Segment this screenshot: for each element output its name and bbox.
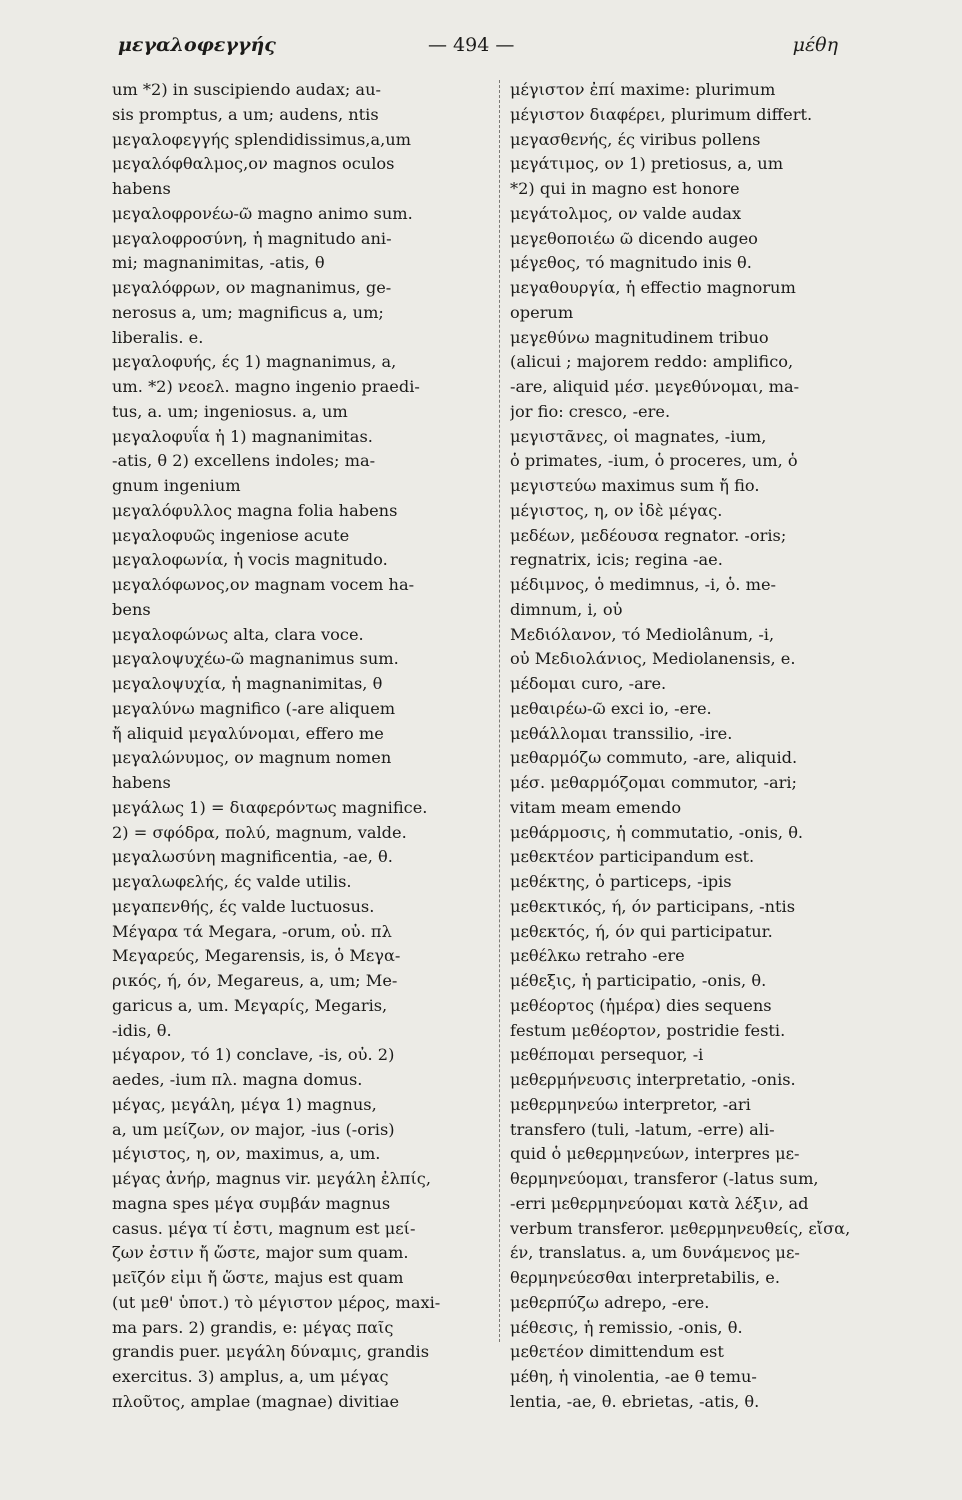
entry-line: μεγαλοφρονέω-ῶ magno animo sum. bbox=[112, 203, 413, 223]
entry-line: 2) = σφόδρα, πολύ, magnum, valde. bbox=[112, 822, 407, 842]
entry-line: μέδιμνος, ὁ medimnus, -i, ὁ. me- bbox=[510, 575, 776, 594]
entry-line: ma pars. 2) grandis, e: μέγας παῖς bbox=[112, 1317, 394, 1337]
entry-line: μεθετέον dimittendum est bbox=[510, 1342, 724, 1362]
entry-line: μεγιστᾶνες, οἱ magnates, -ium, bbox=[510, 426, 767, 446]
entry-line: um *2) in suscipiendo audax; au- bbox=[112, 80, 381, 99]
entry-line: grandis puer. μεγάλη δύναμις, grandis bbox=[112, 1342, 430, 1362]
entry-line: μέγας, μεγάλη, μέγα 1) magnus, bbox=[112, 1094, 377, 1114]
left-column bbox=[112, 78, 492, 1415]
entry-line: μεθερπύζω adrepo, -ere. bbox=[510, 1292, 710, 1312]
entry-line: *2) qui in magno est honore bbox=[510, 179, 740, 198]
entry-line: μεθέορτος (ἡμέρα) dies sequens bbox=[510, 995, 772, 1015]
entry-line: festum μεθέορτον, postridie festi. bbox=[510, 1020, 786, 1040]
entry-line: -idis, θ. bbox=[112, 1020, 172, 1040]
entry-line: μεγαλόφρων, ον magnanimus, ge- bbox=[112, 278, 392, 297]
entry-line: dimnum, i, οὐ bbox=[510, 599, 623, 619]
entry-line: μεγαλωφελής, ές valde utilis. bbox=[112, 872, 352, 891]
entry-line: transfero (tuli, -latum, -erre) ali- bbox=[510, 1119, 775, 1139]
entry-line: μέγεθος, τό magnitudo inis θ. bbox=[510, 253, 752, 273]
entry-line: θερμηνεύεσθαι interpretabilis, e. bbox=[510, 1268, 781, 1287]
entry-line: μεγαλόφυλλος magna folia habens bbox=[112, 500, 398, 520]
entry-line: operum bbox=[510, 302, 574, 322]
entry-line: μεγαλοφροσύνη, ἡ magnitudo ani- bbox=[112, 228, 392, 248]
entry-line: μεθέκτης, ὁ particeps, -ipis bbox=[510, 872, 732, 891]
entry-line: μέδομαι curo, -are. bbox=[510, 674, 667, 693]
entry-line: μεθερμήνευσις interpretatio, -onis. bbox=[510, 1070, 796, 1089]
entry-line: bens bbox=[112, 599, 151, 619]
entry-line: tus, a. um; ingeniosus. a, um bbox=[112, 401, 348, 421]
entry-line: μεγαλόφθαλμος,ον magnos oculos bbox=[112, 154, 395, 174]
entry-line: -are, aliquid μέσ. μεγεθύνομαι, ma- bbox=[510, 377, 800, 396]
entry-line: habens bbox=[112, 773, 171, 792]
entry-line: μεγαλώνυμος, ον magnum nomen bbox=[112, 748, 392, 768]
entry-line: magna spes μέγα συμβάν magnus bbox=[112, 1193, 391, 1213]
entry-line: μεγαλύνω magnifico (-are aliquem bbox=[112, 698, 396, 718]
entry-line: μεθεκτός, ή, όν qui participatur. bbox=[510, 921, 773, 941]
entry-line: gnum ingenium bbox=[112, 476, 241, 495]
entry-line: liberalis. e. bbox=[112, 327, 204, 347]
entry-line: μεγαλοφυής, ές 1) magnanimus, a, bbox=[112, 352, 397, 372]
entry-line: μεθέπομαι persequor, -i bbox=[510, 1045, 704, 1065]
entry-line: μεγάλως 1) = διαφερόντως magnifice. bbox=[112, 797, 428, 817]
entry-line: ὁ primates, -ium, ὁ proceres, um, ὁ bbox=[510, 451, 798, 471]
entry-line: μεθαρμόζω commuto, -are, aliquid. bbox=[510, 748, 798, 768]
entry-line: μεθεκτικός, ή, όν participans, -ntis bbox=[510, 896, 795, 916]
entry-line: μεγαλοφυῶς ingeniose acute bbox=[112, 525, 350, 545]
entry-line: μεγαπενθής, ές valde luctuosus. bbox=[112, 896, 375, 916]
entry-line: μεθερμηνεύω interpretor, -ari bbox=[510, 1094, 751, 1114]
entry-line: ἤ aliquid μεγαλύνομαι, effero me bbox=[112, 723, 384, 743]
entry-line: regnatrix, icis; regina -ae. bbox=[510, 550, 723, 570]
entry-line: quid ὁ μεθερμηνεύων, interpres με- bbox=[510, 1144, 800, 1164]
entry-line: garicus a, um. Μεγαρίς, Megaris, bbox=[112, 995, 388, 1015]
entry-line: μεθεκτέον participandum est. bbox=[510, 847, 755, 867]
entry-line: μεγαλοφώνως alta, clara voce. bbox=[112, 624, 364, 644]
entry-line: vitam meam emendo bbox=[510, 797, 682, 817]
entry-line: Μεγαρεύς, Megarensis, is, ὁ Μεγα- bbox=[112, 946, 401, 966]
page-number: — 494 — bbox=[428, 34, 515, 56]
entry-line: (alicui ; majorem reddo: amplifico, bbox=[510, 352, 794, 372]
entry-line: θερμηνεύομαι, transferor (-latus sum, bbox=[510, 1169, 819, 1188]
entry-line: μέγιστος, η, ον ἰδὲ μέγας. bbox=[510, 500, 723, 520]
right-column bbox=[510, 78, 872, 1415]
entry-line: nerosus a, um; magnificus a, um; bbox=[112, 302, 384, 322]
entry-line: μεθάρμοσις, ἡ commutatio, -onis, θ. bbox=[510, 822, 804, 842]
entry-line: μεθέλκω retraho -ere bbox=[510, 946, 685, 966]
entry-line: μεγαλοψυχία, ἡ magnanimitas, θ bbox=[112, 674, 383, 693]
entry-line: ρικός, ή, όν, Megareus, a, um; Me- bbox=[112, 971, 398, 990]
entry-line: μεῖζόν εἰμι ἤ ὥστε, majus est quam bbox=[112, 1268, 404, 1287]
entry-line: μεγαλοφωνία, ἡ vocis magnitudo. bbox=[112, 550, 388, 570]
entry-line: μεγασθενής, ές viribus pollens bbox=[510, 129, 761, 149]
entry-line: μεγάτολμος, ον valde audax bbox=[510, 203, 742, 223]
entry-line: aedes, -ium πλ. magna domus. bbox=[112, 1070, 363, 1089]
entry-line: μεγάτιμος, ον 1) pretiosus, a, um bbox=[510, 154, 784, 174]
entry-line: μεγαλοφυΐα ἡ 1) magnanimitas. bbox=[112, 426, 373, 446]
entry-line: μεγαλοψυχέω-ῶ magnanimus sum. bbox=[112, 649, 399, 669]
header-right-headword: μέθη bbox=[792, 34, 838, 56]
entry-line: jor fio: cresco, -ere. bbox=[510, 401, 671, 421]
entry-line: Μέγαρα τά Megara, -orum, οὐ. πλ bbox=[112, 921, 392, 941]
page-header bbox=[118, 34, 838, 64]
entry-line: μεθάλλομαι transsilio, -ire. bbox=[510, 723, 733, 743]
entry-line: Μεδιόλανον, τό Mediolânum, -i, bbox=[510, 624, 775, 644]
entry-line: a, um μείζων, ον major, -ius (-oris) bbox=[112, 1119, 395, 1139]
entry-line: μέθεξις, ἡ participatio, -onis, θ. bbox=[510, 971, 767, 990]
entry-line: lentia, -ae, θ. ebrietas, -atis, θ. bbox=[510, 1391, 760, 1411]
entry-line: μέγιστον ἐπί maxime: plurimum bbox=[510, 80, 776, 99]
column-divider bbox=[499, 80, 501, 1342]
entry-line: mi; magnanimitas, -atis, θ bbox=[112, 253, 325, 273]
entry-line: μέθεσις, ἡ remissio, -onis, θ. bbox=[510, 1317, 743, 1337]
entry-line: οὐ Μεδιολάνιος, Mediolanensis, e. bbox=[510, 649, 796, 669]
entry-line: casus. μέγα τί ἐστι, magnum est μεί- bbox=[112, 1218, 416, 1238]
entry-line: um. *2) νεοελ. magno ingenio praedi- bbox=[112, 377, 420, 396]
entry-line: -atis, θ 2) excellens indoles; ma- bbox=[112, 451, 376, 471]
entry-line: μεγαλωσύνη magnificentia, -ae, θ. bbox=[112, 847, 393, 867]
entry-line: μεδέων, μεδέουσα regnator. -oris; bbox=[510, 525, 787, 545]
entry-line: μέγας ἀνήρ, magnus vir. μεγάλη ἐλπίς, bbox=[112, 1169, 431, 1188]
entry-line: μέγιστον διαφέρει, plurimum differt. bbox=[510, 104, 813, 124]
entry-line: πλοῦτος, amplae (magnae) divitiae bbox=[112, 1391, 400, 1411]
entry-line: exercitus. 3) amplus, a, um μέγας bbox=[112, 1367, 389, 1386]
header-left-headword: μεγαλοφεγγής bbox=[118, 34, 276, 56]
entry-line: ζων ἐστιν ἤ ὥστε, major sum quam. bbox=[112, 1243, 409, 1263]
entry-line: μεγαλοφεγγής splendidissimus,a,um bbox=[112, 129, 412, 149]
entry-line: verbum transferor. μεθερμηνευθείς, εἴσα, bbox=[510, 1218, 851, 1238]
entry-line: μεγαλόφωνος,ον magnam vocem ha- bbox=[112, 575, 415, 594]
entry-line: -erri μεθερμηνεύομαι κατὰ λέξιν, ad bbox=[510, 1193, 809, 1213]
entry-line: μεγεθύνω magnitudinem tribuo bbox=[510, 327, 769, 347]
entry-line: sis promptus, a um; audens, ntis bbox=[112, 104, 379, 124]
entry-line: μέγιστος, η, ον, maximus, a, um. bbox=[112, 1144, 381, 1164]
entry-line: μεγαθουργία, ἡ effectio magnorum bbox=[510, 278, 796, 297]
entry-line: μέσ. μεθαρμόζομαι commutor, -ari; bbox=[510, 773, 798, 792]
entry-line: μέθη, ἡ vinolentia, -ae θ temu- bbox=[510, 1367, 757, 1386]
entry-line: μέγαρον, τό 1) conclave, -is, οὐ. 2) bbox=[112, 1045, 395, 1065]
entry-line: habens bbox=[112, 179, 171, 198]
entry-line: (ut μεθ' ὑποτ.) τὸ μέγιστον μέρος, maxi- bbox=[112, 1292, 441, 1312]
entry-line: έν, translatus. a, um δυνάμενος με- bbox=[510, 1243, 800, 1263]
entry-line: μεθαιρέω-ῶ exci io, -ere. bbox=[510, 698, 712, 718]
entry-line: μεγεθοποιέω ῶ dicendo augeo bbox=[510, 228, 758, 248]
entry-line: μεγιστεύω maximus sum ἤ fio. bbox=[510, 476, 760, 495]
